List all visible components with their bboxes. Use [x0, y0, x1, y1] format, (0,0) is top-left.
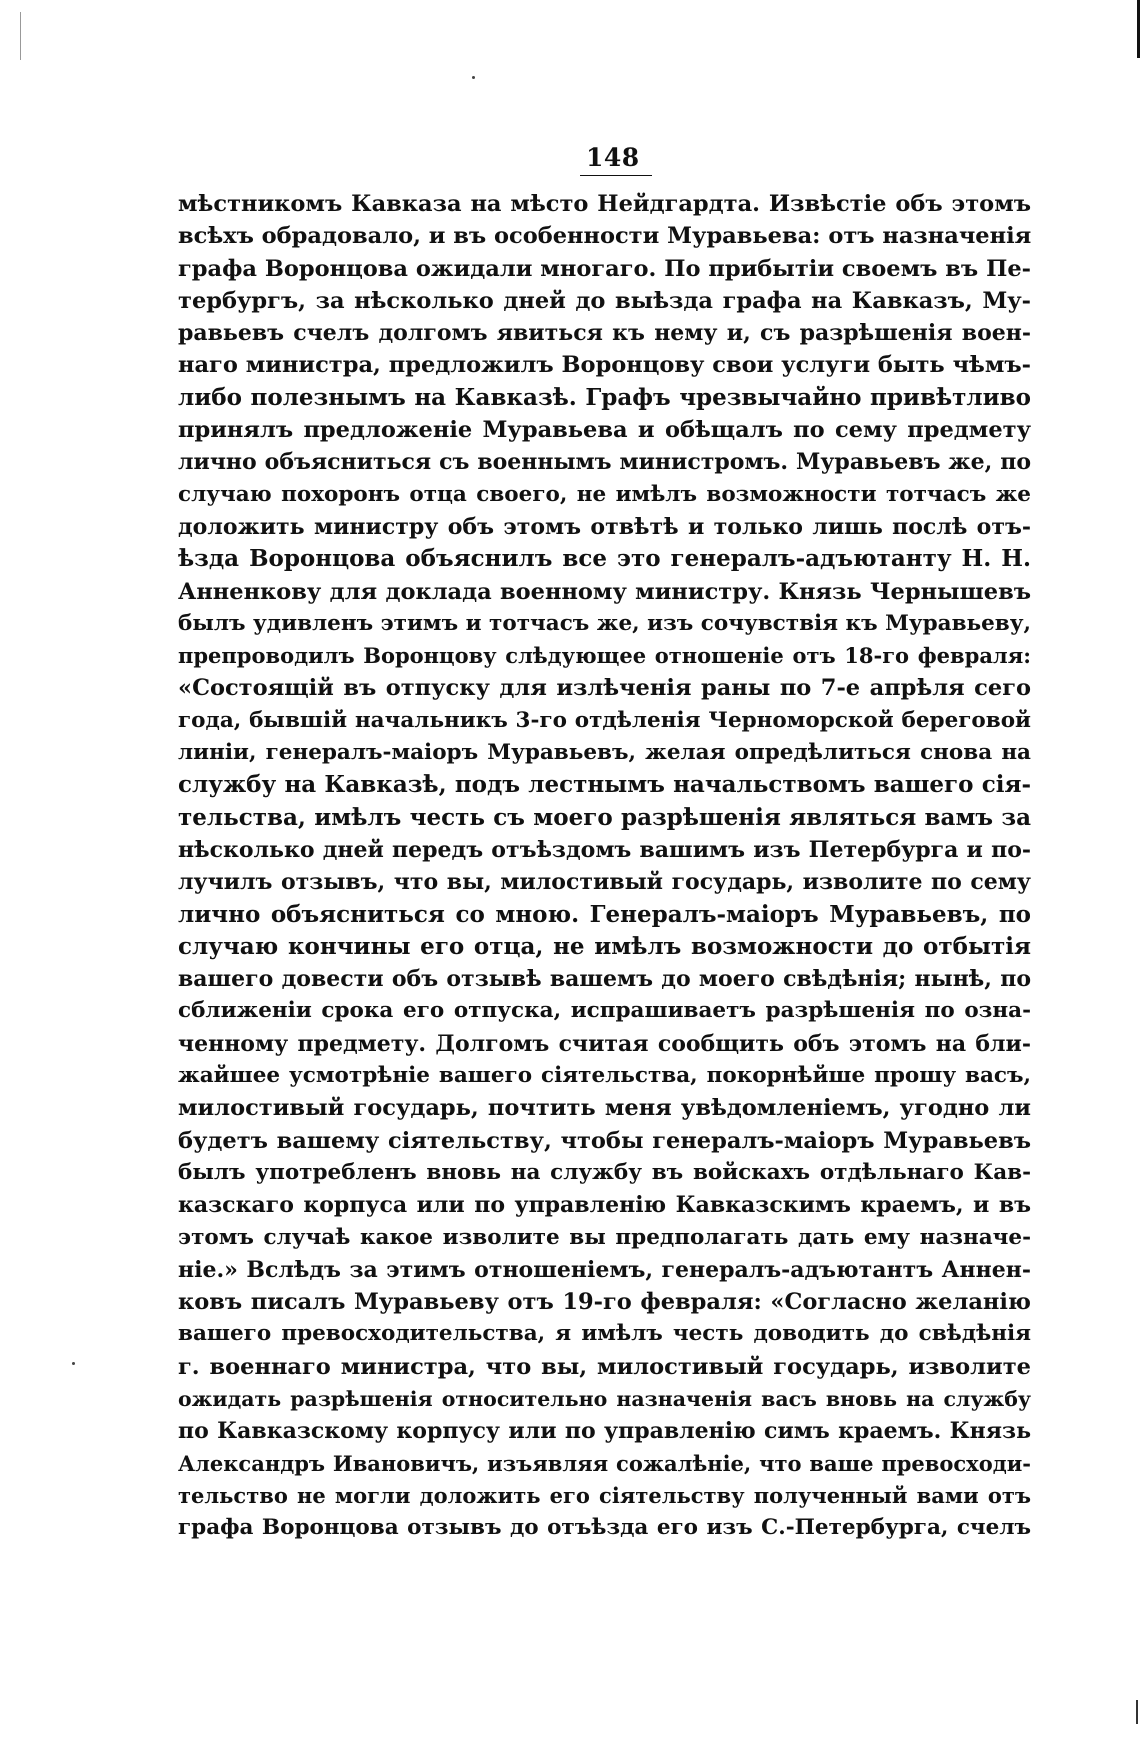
text-line: службу на Кавказѣ, подъ лестнымъ начальствомъ вашего сія-	[178, 771, 1031, 799]
text-line: года, бывшій начальникъ 3-го отдѣленія Черноморской береговой	[178, 707, 1031, 733]
text-line: этомъ случаѣ какое изволите вы предполагать дать ему назначе-	[178, 1224, 1031, 1250]
text-line: либо полезнымъ на Кавказѣ. Графъ чрезвычайно привѣтливо	[178, 383, 1031, 411]
text-line: тельство не могли доложить его сіятельству полученный вами отъ	[178, 1482, 1031, 1508]
text-line: случаю кончины его отца, не имѣлъ возможности до отбытія	[178, 932, 1031, 960]
text-line: случаю похоронъ отца своего, не имѣлъ возможности тотчасъ же	[178, 481, 1031, 507]
text-line: г. военнаго министра, что вы, милостивый государь, изволите	[178, 1353, 1031, 1380]
text-line: равьевъ счелъ долгомъ явиться къ нему и, съ разрѣшенія воен-	[178, 320, 1031, 347]
text-line: будетъ вашему сіятельству, чтобы генералъ-маіоръ Муравьевъ	[178, 1127, 1031, 1154]
text-line: Анненкову для доклада военному министру. Князь Чернышевъ	[178, 578, 1031, 605]
scan-speck	[472, 76, 475, 79]
text-line: «Состоящій въ отпуску для излѣченія раны по 7-е апрѣля сего	[178, 675, 1031, 702]
scan-speck	[72, 1362, 75, 1365]
text-line: былъ употребленъ вновь на службу въ войскахъ отдѣльнаго Кав-	[178, 1159, 1031, 1185]
body-text	[178, 188, 1031, 1544]
text-line: линіи, генералъ-маіоръ Муравьевъ, желая опредѣлиться снова на	[178, 740, 1031, 766]
text-line: по Кавказскому корпусу или по управленію симъ краемъ. Князь	[178, 1418, 1031, 1445]
text-line: доложить министру объ этомъ отвѣтѣ и только лишь послѣ отъ-	[178, 513, 1031, 540]
text-line: казскаго корпуса или по управленію Кавказскимъ краемъ, и въ	[178, 1192, 1031, 1219]
text-line: лично объясниться съ военнымъ министромъ. Муравьевъ же, по	[178, 449, 1031, 476]
text-line: графа Воронцова отзывъ до отъѣзда его изъ С.-Петербурга, счелъ	[178, 1515, 1031, 1541]
text-line: жайшее усмотрѣніе вашего сіятельства, покорнѣйше прошу васъ,	[178, 1063, 1031, 1089]
page-number: 148	[586, 143, 640, 172]
text-line: всѣхъ обрадовало, и въ особенности Муравьева: отъ назначенія	[178, 223, 1031, 250]
text-line: ѣзда Воронцова объяснилъ все это генералъ-адъютанту Н. Н.	[178, 545, 1031, 573]
text-line: мѣстникомъ Кавказа на мѣсто Нейдгардта. Извѣстіе объ этомъ	[178, 191, 1031, 217]
scan-edge-left	[20, 12, 21, 60]
text-line: нѣсколько дней передъ отъѣздомъ вашимъ изъ Петербурга и по-	[178, 836, 1031, 863]
text-line: Александръ Ивановичъ, изъявляя сожалѣніе, что ваше превосходи-	[178, 1450, 1031, 1476]
text-line: ченному предмету. Долгомъ считая сообщить объ этомъ на бли-	[178, 1030, 1031, 1057]
text-line: вашего довести объ отзывѣ вашемъ до моего свѣдѣнія; нынѣ, по	[178, 966, 1031, 993]
text-line: вашего превосходительства, я имѣлъ честь доводить до свѣдѣнія	[178, 1321, 1031, 1347]
text-line: тербургъ, за нѣсколько дней до выѣзда графа на Кавказъ, Му-	[178, 287, 1031, 314]
text-line: былъ удивленъ этимъ и тотчасъ же, изъ сочувствія къ Муравьеву,	[178, 610, 1031, 636]
text-line: ожидать разрѣшенія относительно назначенія васъ вновь на службу	[178, 1386, 1031, 1411]
text-line: лучилъ отзывъ, что вы, милостивый государь, изволите по сему	[178, 869, 1031, 896]
text-line: ковъ писалъ Муравьеву отъ 19-го февраля: «Согласно желанію	[178, 1289, 1031, 1316]
text-line: сближеніи срока его отпуска, испрашиваетъ разрѣшенія по озна-	[178, 998, 1031, 1024]
text-line: наго министра, предложилъ Воронцову свои услуги быть чѣмъ-	[178, 352, 1031, 379]
text-line: тельства, имѣлъ честь съ моего разрѣшенія являться вамъ за	[178, 803, 1031, 831]
text-line: милостивый государь, почтить меня увѣдомленіемъ, угодно ли	[178, 1095, 1031, 1122]
text-line: лично объясниться со мною. Генералъ-маіоръ Муравьевъ, по	[178, 900, 1031, 928]
scan-edge-right-bottom	[1136, 1700, 1138, 1724]
text-line: графа Воронцова ожидали многаго. По прибытіи своемъ въ Пе-	[178, 255, 1031, 282]
text-line: ніе.» Вслѣдъ за этимъ отношеніемъ, генералъ-адъютантъ Аннен-	[178, 1256, 1031, 1283]
text-line: препроводилъ Воронцову слѣдующее отношеніе отъ 18-го февраля:	[178, 643, 1031, 669]
page-number-rule	[580, 175, 652, 176]
text-line: принялъ предложеніе Муравьева и обѣщалъ по сему предмету	[178, 417, 1031, 444]
